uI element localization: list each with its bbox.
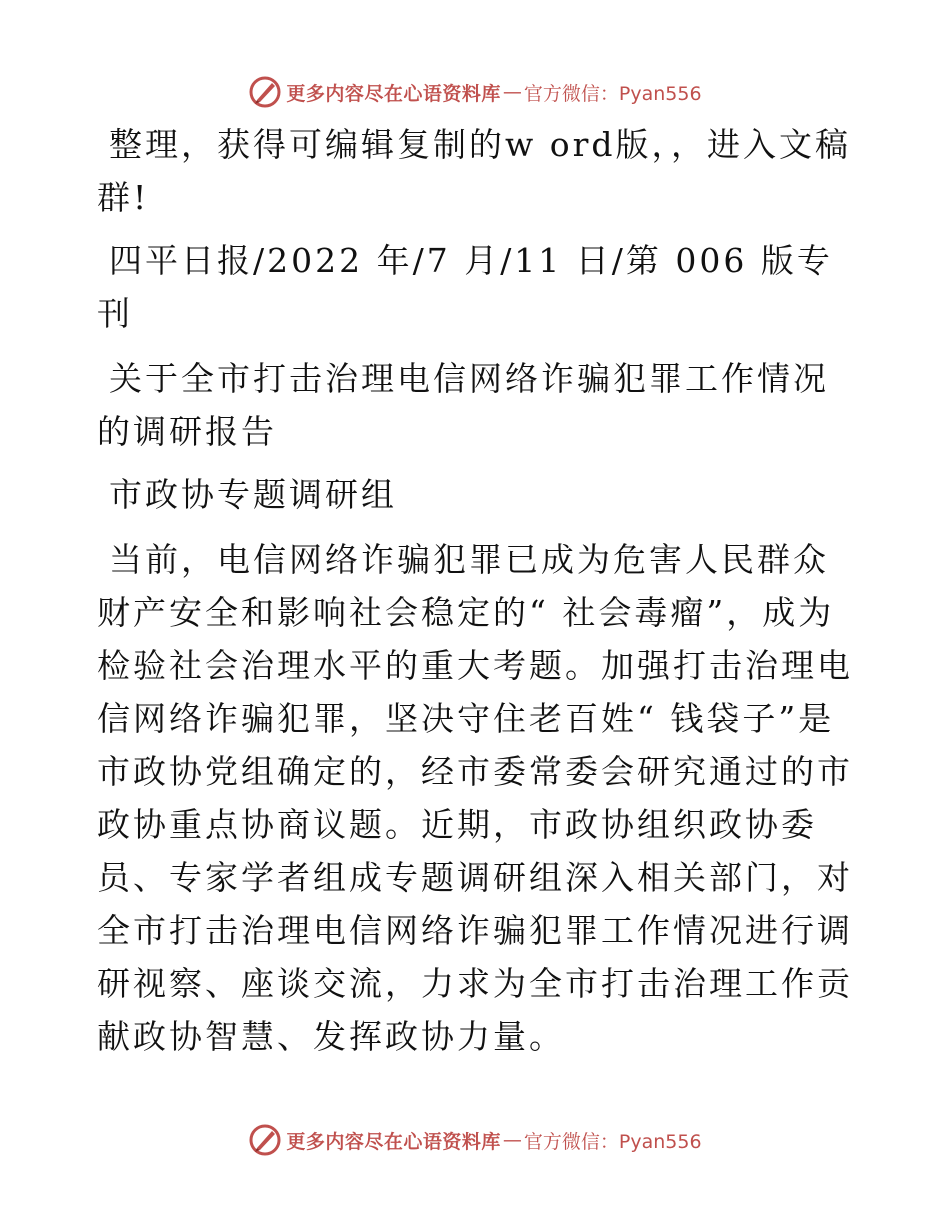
intro-paragraph: 整理，获得可编辑复制的w ord版，，进入文稿群! <box>97 125 852 217</box>
report-title: 关于全市打击治理电信网络诈骗犯罪工作情况的调研报告 <box>97 359 829 451</box>
watermark-separator: — <box>502 81 522 103</box>
source-line: 四平日报/2022 年/7 月/11 日/第 006 版专刊 <box>97 241 833 333</box>
watermark-brand-text: 更多内容尽在心语资料库 <box>286 82 501 105</box>
quill-pen-logo-icon <box>248 1123 282 1157</box>
quill-pen-logo-icon <box>248 75 282 109</box>
body-paragraph: 当前，电信网络诈骗犯罪已成为危害人民群众财产安全和影响社会稳定的“ 社会毒瘤”，成为检验社会治理水平的重大考题。加强打击治理电信网络诈骗犯罪，坚决守住老百姓“ 钱袋子”是市政协党组确定的，经市委常委会研究通过的市政协重点协商议题。近期，市政协组织政协委员、专家学者组成专题调研组深入相关部门，对全市打击治理电信网络诈骗犯罪工作情况进行调研视察、座谈交流，力求为全市打击治理工作贡献政协智慧、发挥政协力量。 <box>97 540 853 1056</box>
watermark-contact: 官方微信：Pyan556 <box>523 82 702 105</box>
watermark-contact: 官方微信：Pyan556 <box>523 1130 702 1153</box>
footer-watermark <box>0 1120 950 1160</box>
watermark-separator: — <box>502 1129 522 1151</box>
watermark-brand-text: 更多内容尽在心语资料库 <box>286 1130 501 1153</box>
report-author: 市政协专题调研组 <box>109 475 397 514</box>
document-body <box>97 118 857 1075</box>
header-watermark <box>0 72 950 112</box>
